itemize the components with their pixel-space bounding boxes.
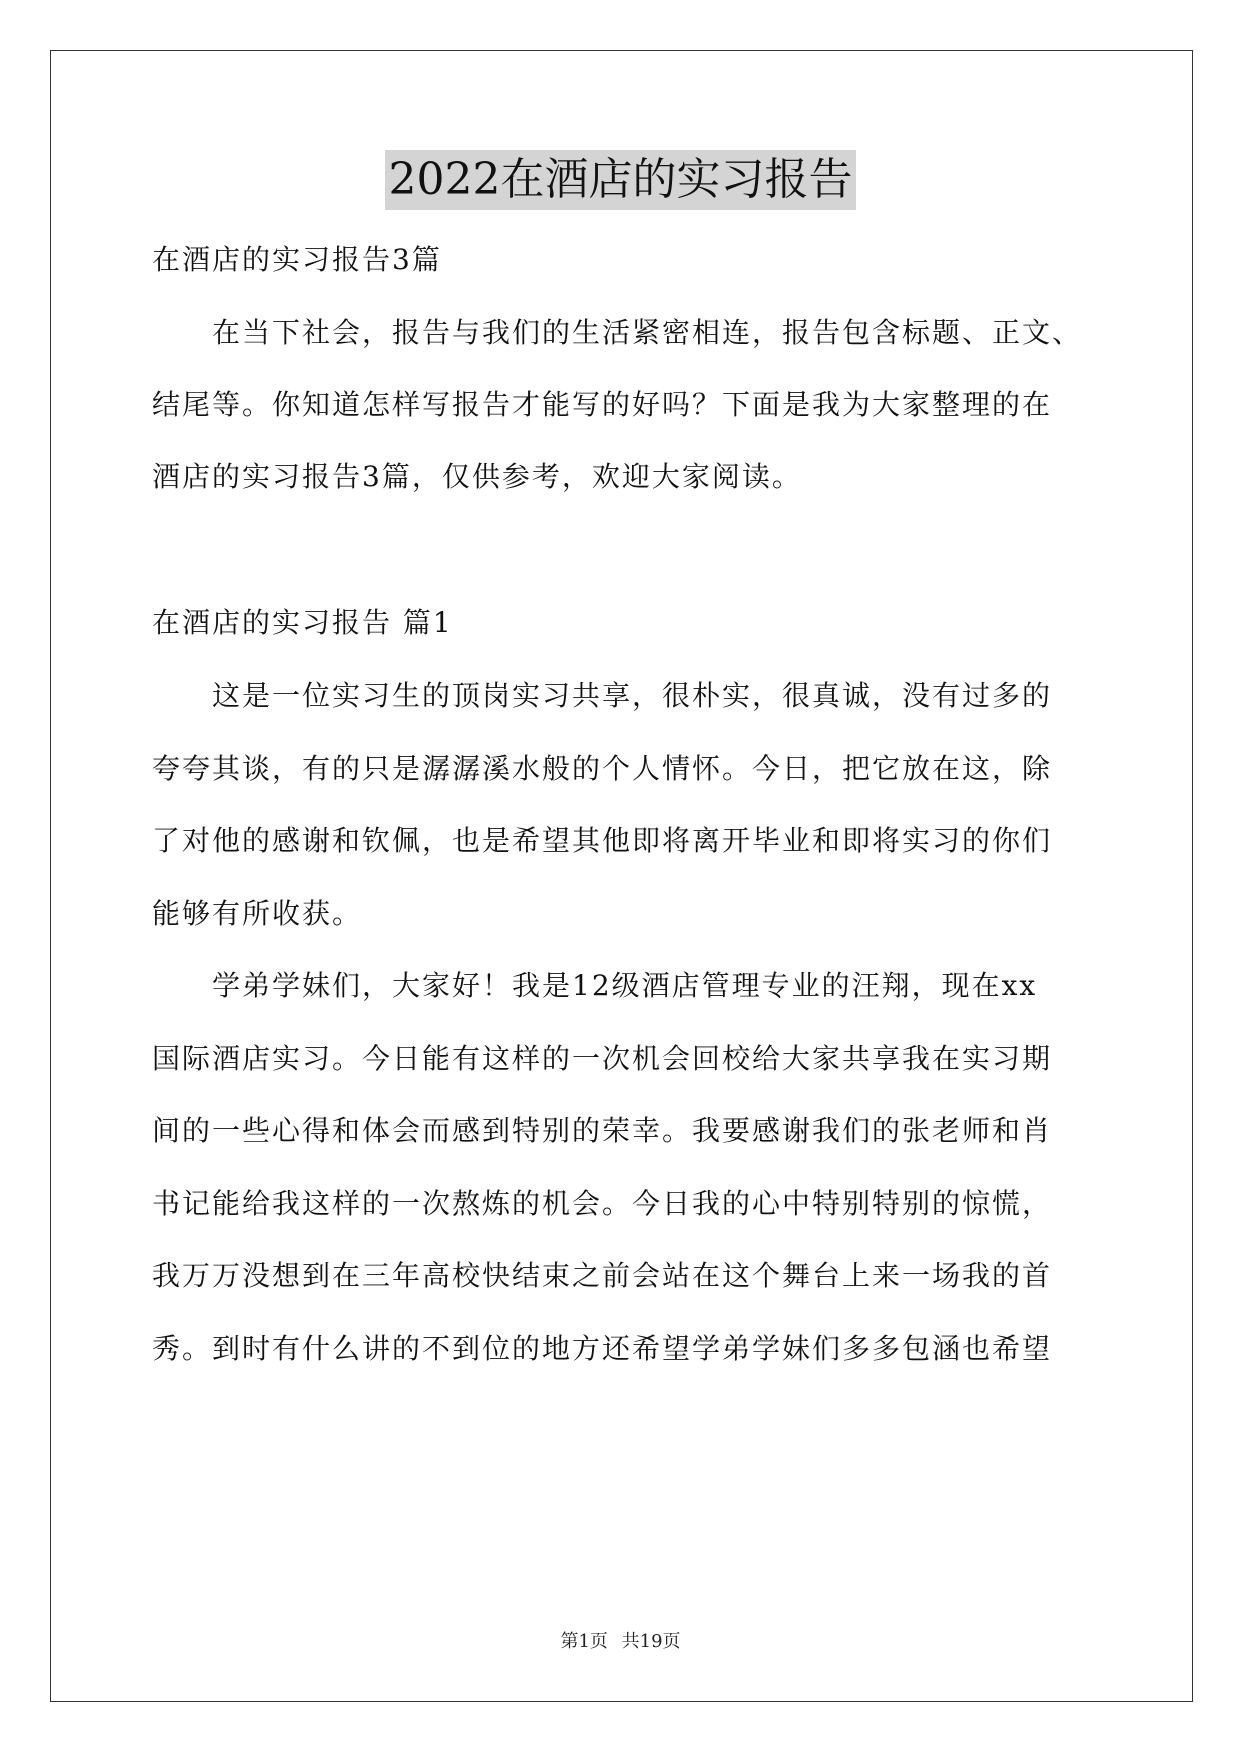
document-title: 2022在酒店的实习报告 [385,150,857,210]
paragraph-line: 书记能给我这样的一次熬炼的机会。今日我的心中特别特别的惊慌， [152,1187,1053,1220]
intro-line: 结尾等。你知道怎样写报告才能写的好吗？下面是我为大家整理的在 [152,388,1053,421]
intro-line: 酒店的实习报告3篇，仅供参考，欢迎大家阅读。 [152,460,802,493]
paragraph-line: 我万万没想到在三年高校快结束之前会站在这个舞台上来一场我的首 [152,1259,1053,1292]
paragraph-line: 了对他的感谢和钦佩，也是希望其他即将离开毕业和即将实习的你们 [152,824,1053,857]
paragraph-line: 学弟学妹们，大家好！我是12级酒店管理专业的汪翔，现在xx [212,969,1038,1002]
paragraph-line: 能够有所收获。 [152,897,363,930]
section-heading: 在酒店的实习报告 篇1 [152,606,453,639]
page-footer [0,1630,1241,1654]
intro-line: 在当下社会，报告与我们的生活紧密相连，报告包含标题、正文、 [212,316,1083,349]
paragraph-line: 间的一些心得和体会而感到特别的荣幸。我要感谢我们的张老师和肖 [152,1114,1053,1147]
subtitle: 在酒店的实习报告3篇 [152,243,442,276]
page-total: 共19页 [621,1631,681,1652]
title-container [0,150,1241,210]
page-number: 第1页 [560,1631,608,1652]
paragraph-line: 夸夸其谈，有的只是潺潺溪水般的个人情怀。今日，把它放在这，除 [152,752,1053,785]
paragraph-line: 秀。到时有什么讲的不到位的地方还希望学弟学妹们多多包涵也希望 [152,1332,1053,1365]
paragraph-line: 国际酒店实习。今日能有这样的一次机会回校给大家共享我在实习期 [152,1042,1053,1075]
page-border [50,50,1193,1702]
paragraph-line: 这是一位实习生的顶岗实习共享，很朴实，很真诚，没有过多的 [212,679,1053,712]
